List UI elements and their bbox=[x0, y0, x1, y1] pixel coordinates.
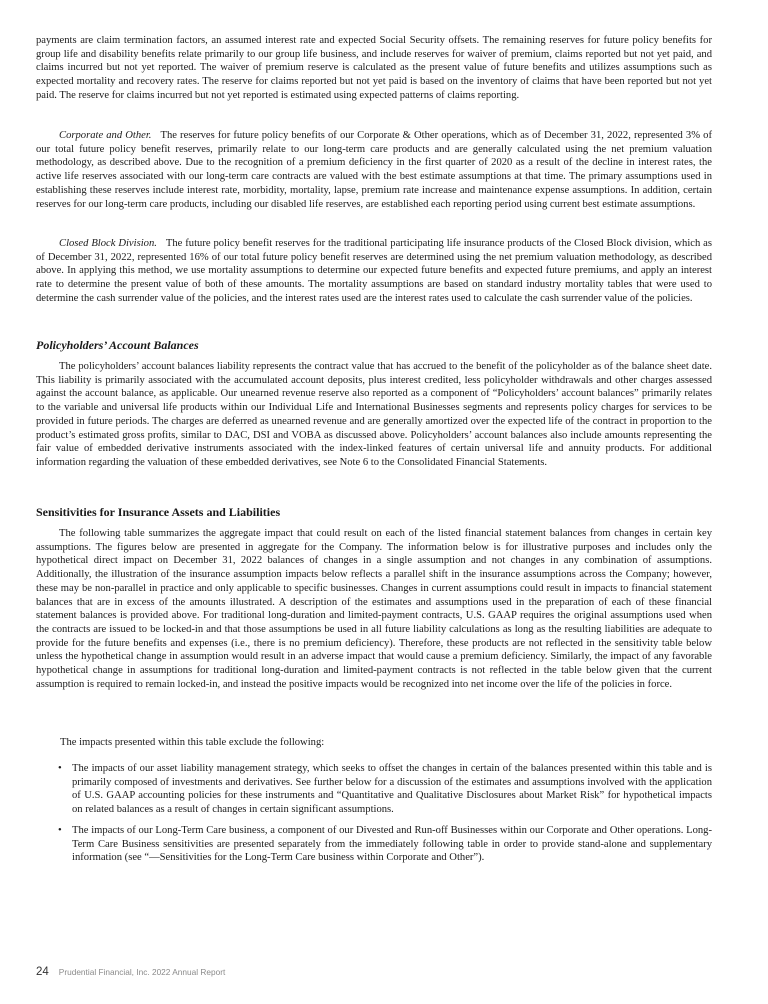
exclusion-item bbox=[36, 824, 712, 865]
exclusions-intro: The impacts presented within this table exclude the following: bbox=[60, 737, 325, 748]
paragraph-closed-block bbox=[36, 237, 712, 306]
paragraph-claims-reserves: payments are claim termination factors, an assumed interest rate and expected Social Security offsets. The remaining reserves for future policy benefits for group life and disability benefits relate primarily to our group life business, and include reserves for waiver of premium, claims reported but not yet paid, and claims incurred but not yet reported. The waiver of premium reserve is calculated as the present value of future benefits and utilizes assumptions such as expected mortality and recovery rates. The reserve for claims reported but not yet paid is based on the inventory of claims that have been reported but not yet paid. The reserve for claims incurred but not yet reported is estimated using expected patterns of claims reporting. bbox=[36, 35, 712, 101]
paragraph-sensitivities: The following table summarizes the aggregate impact that could result on each of the listed financial statement balances from changes in certain key assumptions. The figures below are presented in aggregate for the Company. The information below is for illustrative purposes and includes only the hypothetical direct impact on December 31, 2022 balances of changes in a single assumption and not changes in any combination of assumptions. Additionally, the illustration of the insurance assumption impacts below reflects a parallel shift in the insurance assumptions across the Company; however, these may be non-parallel in practice and only applicable to specific businesses. Changes in current assumptions could result in impacts to financial statement balances that are in excess of the amounts illustrated. A description of the estimates and assumptions used in the preparation of each of these financial statement balances is provided above. For traditional long-duration and limited-payment contracts, U.S. GAAP requires the original assumptions used when the contracts are issued to be locked-in and that those assumptions be used in all future liability calculations as long as the resulting liabilities are adequate to provide for the future benefits and expenses (i.e., there is no premium deficiency). Therefore, these products are not reflected in the sensitivity table below unless the hypothetical change in assumption would result in an adverse impact that would cause a premium deficiency. Similarly, the impact of any favorable hypothetical change in assumptions for traditional long-duration and limited-payment contracts is not reflected in the table below given that the current assumption is required to remain locked-in, and instead the positive impacts would be recognized into net income over the life of the policies in force. bbox=[36, 528, 712, 690]
page-footer bbox=[36, 966, 225, 978]
exclusion-text: The impacts of our Long-Term Care business, a component of our Divested and Run-off Businesses within our Corporate and Other operations. Long-Term Care Business sensitivities are presented separately from the immediately following table in order to provide stand-alone and supplementary information (see “—Sensitivities for the Long-Term Care business within Corporate and Other”). bbox=[72, 824, 712, 864]
heading-sensitivities: Sensitivities for Insurance Assets and Liabilities bbox=[36, 505, 281, 519]
page-number: 24 bbox=[36, 966, 49, 978]
heading-policyholders-account-balances: Policyholders’ Account Balances bbox=[36, 338, 199, 352]
exclusion-text: The impacts of our asset liability management strategy, which seeks to offset the changes in certain of the balances presented within this table and is primarily composed of investments and derivatives. See further below for a discussion of the estimates and assumptions involved with the application of U.S. GAAP accounting policies for these instruments and “Quantitative and Qualitative Disclosures about Market Risk” for hypothetical impacts on related balances as a result of changes in certain significant assumptions. bbox=[72, 763, 712, 816]
footer-title: Prudential Financial, Inc. 2022 Annual Report bbox=[58, 967, 226, 977]
corporate-and-other-text: The reserves for future policy benefits of our Corporate & Other operations, which as of December 31, 2022, represented 3% of our total future policy benefit reserves, primarily relate to our long-term care products and are generally calculated using the net premium valuation methodology, as described above. Due to the recognition of a premium deficiency in the first quarter of 2020 as a result of the decline in interest rates, the active life reserves associated with our long-term care contracts are valued with the best estimate assumptions at that time. The primary assumptions used in establishing these reserves include interest rate, morbidity, mortality, lapse, premium rate increase and maintenance expense assumptions. In addition, certain reserves for our long-term care products, including our disabled life reserves, are established each reporting period using current best estimate assumptions. bbox=[36, 130, 712, 210]
bullet-icon: • bbox=[58, 763, 62, 774]
exclusion-item bbox=[36, 762, 712, 817]
paragraph-policyholders-account-balances: The policyholders’ account balances liability represents the contract value that has accrued to the benefit of the policyholder as of the balance sheet date. This liability is primarily associated with the accumulated account deposits, plus interest credited, less policyholder withdrawals and other charges assessed against the account balance, as applicable. Our unearned revenue reserve also reported as a component of “Policyholders’ account balances” primarily relates to the variable and universal life products within our Individual Life and International Businesses segments and represents policy charges for services to be provided in future periods. The charges are deferred as unearned revenue and are generally amortized over the expected life of the contract in proportion to the product’s estimated gross profits, similar to DAC, DSI and VOBA as discussed above. Policyholders’ account balances also include amounts representing the fair value of embedded derivative instruments associated with the index-linked features of certain universal life and annuity products. For additional information regarding the valuation of these embedded derivatives, see Note 6 to the Consolidated Financial Statements. bbox=[36, 361, 712, 468]
bullet-icon: • bbox=[58, 824, 62, 836]
closed-block-text: The future policy benefit reserves for the traditional participating life insurance products of the Closed Block division, which as of December 31, 2022, represented 16% of our total future policy benefit reserves are determined using the net premium valuation methodology, as described above. In applying this method, we use mortality assumptions to determine our expected future benefits and expected future premiums, and apply an interest rate to determine the present value of both of these amounts. The mortality assumptions are based on standard industry mortality tables that were used to determine the cash surrender value of the policies, and the interest rates used are the interest rates used to calculate the cash surrender value of the policies. bbox=[36, 238, 712, 304]
runin-closed-block: Closed Block Division. bbox=[59, 238, 157, 249]
exclusions-list bbox=[36, 762, 712, 865]
paragraph-corporate-and-other bbox=[36, 129, 712, 211]
runin-corporate-and-other: Corporate and Other. bbox=[59, 130, 152, 141]
